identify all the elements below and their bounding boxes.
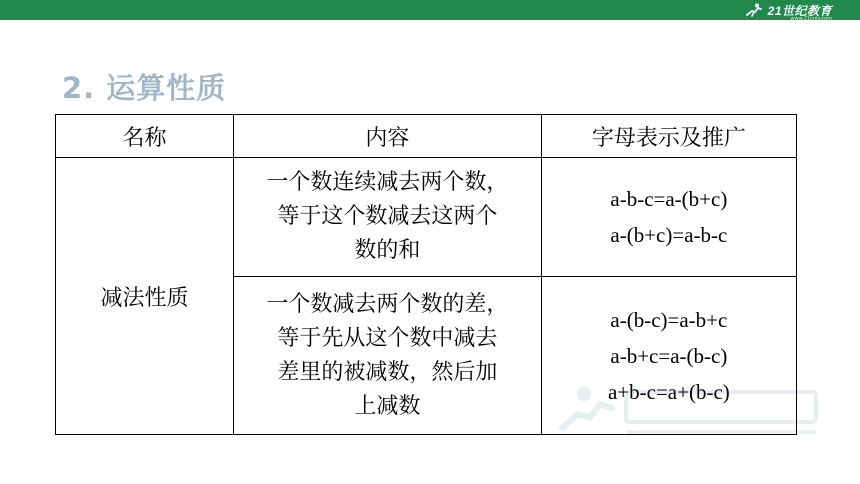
- table-header-row: [56, 115, 797, 158]
- formula-line: a-(b+c)=a-b-c: [610, 223, 728, 247]
- header-content: 内容: [234, 115, 542, 158]
- formula-line: a-b+c=a-(b-c): [610, 343, 728, 368]
- formula-line: a-b-c=a-(b+c): [610, 187, 728, 211]
- content-line: 数的和: [354, 238, 421, 263]
- top-banner: [0, 0, 860, 20]
- content-line: 一个数减去两个数的差，: [266, 291, 509, 317]
- content-line: 等于先从这个数中减去: [277, 325, 498, 351]
- property-content: [234, 158, 542, 277]
- property-formula: [541, 158, 796, 277]
- table-row: [56, 158, 797, 277]
- logo-url: www.21cnjy.com: [790, 16, 832, 22]
- content-line: 差里的被减数，然后加: [277, 359, 498, 385]
- property-formula: [541, 277, 796, 435]
- logo-text: 21世纪教育: [767, 3, 832, 18]
- property-name: 减法性质: [56, 158, 234, 435]
- header-formula: 字母表示及推广: [541, 115, 796, 158]
- formula-line: a-(b-c)=a-b+c: [610, 307, 728, 332]
- content-line: 等于这个数减去这两个: [277, 204, 498, 229]
- section-title: 2. 运算性质: [62, 71, 227, 105]
- brand-logo: [744, 2, 832, 22]
- content-line: 上减数: [354, 393, 421, 419]
- header-name: 名称: [56, 115, 234, 158]
- operation-properties-table: [55, 114, 797, 435]
- content-line: 一个数连续减去两个数，: [266, 170, 509, 195]
- property-content: [234, 277, 542, 435]
- runner-logo-icon: [744, 3, 764, 17]
- formula-line: a+b-c=a+(b-c): [607, 379, 730, 404]
